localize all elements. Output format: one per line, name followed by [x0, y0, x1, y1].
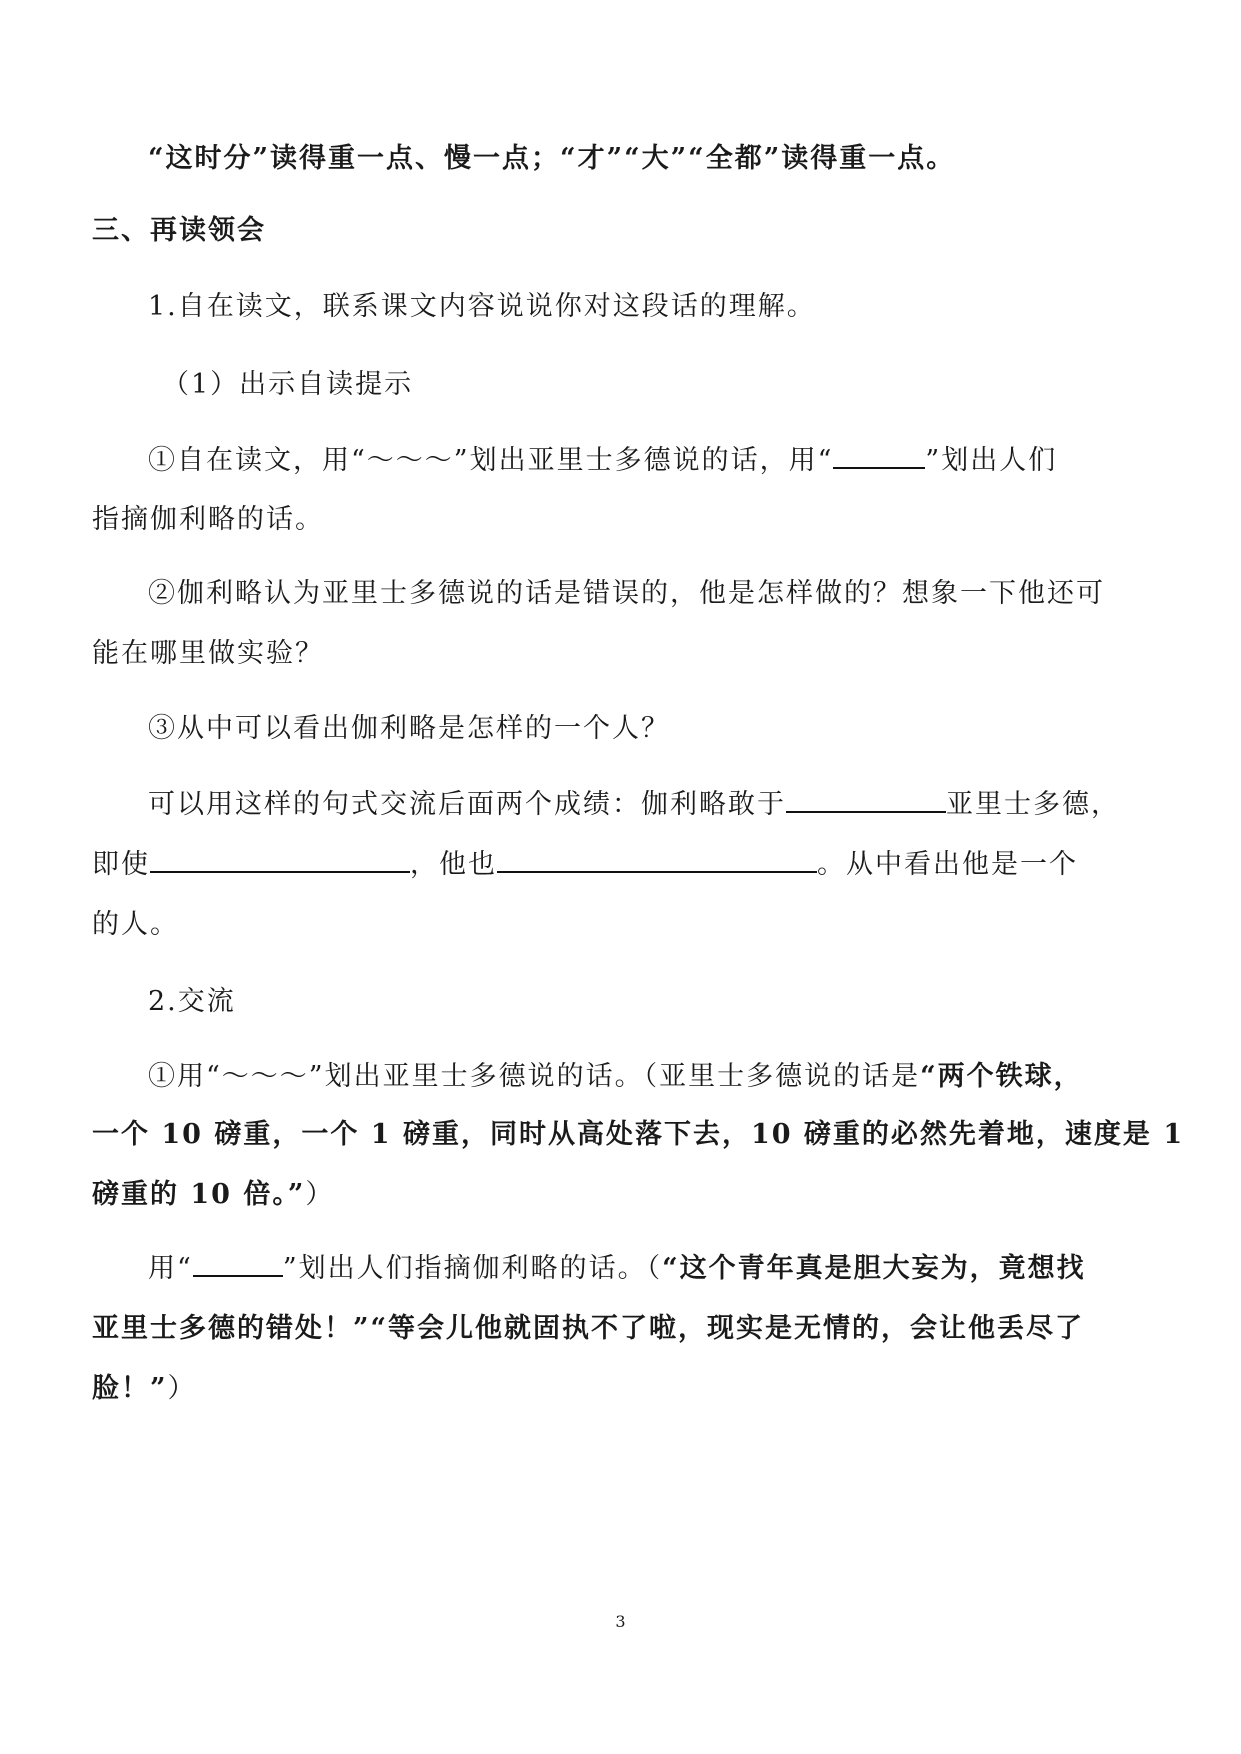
fill-in-blank[interactable]: [833, 445, 925, 469]
text-segment: 2.交流: [148, 986, 236, 1017]
text-line: [148, 1252, 1086, 1286]
text-segment: ”划出人们: [925, 445, 1058, 476]
text-line: [148, 1060, 1083, 1094]
fill-in-blank[interactable]: [150, 849, 410, 873]
text-line: [92, 1118, 1184, 1152]
text-line: [92, 1178, 334, 1212]
text-line: [92, 503, 324, 537]
text-segment: “这时分”读得重一点、慢一点；“才”“大”“全都”读得重一点。: [148, 143, 956, 174]
text-line: [148, 712, 670, 746]
fill-in-blank[interactable]: [786, 789, 946, 813]
text-segment: 。从中看出他是一个: [817, 849, 1078, 880]
text-segment: 能在哪里做实验？: [92, 638, 324, 669]
text-segment: ①自在读文，用“～～～”划出亚里士多德说的话，用“: [148, 445, 834, 476]
text-line: [148, 788, 1120, 822]
text-line: [148, 444, 1057, 478]
text-segment: 亚里士多德的错处！”“等会儿他就固执不了啦，现实是无情的，会让他丢尽了: [92, 1313, 1085, 1344]
text-line: [92, 848, 1078, 882]
text-segment: 磅重的 10 倍。”: [92, 1179, 306, 1210]
page-number: 3: [615, 1612, 626, 1631]
text-line: [92, 637, 324, 671]
text-line: [92, 214, 266, 248]
fill-in-blank[interactable]: [193, 1253, 283, 1277]
text-segment: ”划出人们指摘伽利略的话。（: [282, 1253, 663, 1284]
text-line: [92, 1372, 197, 1406]
text-segment: 三、再读领会: [92, 215, 266, 246]
text-line: [148, 985, 236, 1019]
text-segment: 脸！”: [92, 1373, 168, 1404]
text-segment: 亚里士多德，: [946, 789, 1120, 820]
text-segment: （1）出示自读提示: [162, 369, 414, 400]
text-segment: 一个 10 磅重，一个 1 磅重，同时从高处落下去，10 磅重的必然先着地，速度是 1: [92, 1119, 1185, 1150]
text-segment: 指摘伽利略的话。: [92, 504, 324, 535]
text-line: [92, 908, 179, 942]
text-line: [148, 290, 816, 324]
text-segment: “两个铁球，: [920, 1061, 1083, 1092]
text-segment: 用“: [148, 1253, 193, 1284]
text-segment: ①用“～～～”划出亚里士多德说的话。（亚里士多德说的话是: [148, 1061, 921, 1092]
text-line: [148, 577, 1105, 611]
text-line: [92, 1312, 1084, 1346]
text-segment: 1.自在读文，联系课文内容说说你对这段话的理解。: [148, 291, 816, 322]
text-line: [162, 368, 413, 402]
text-segment: 即使: [92, 849, 150, 880]
text-segment: ③从中可以看出伽利略是怎样的一个人？: [148, 713, 670, 744]
text-segment: ）: [167, 1373, 197, 1404]
text-segment: ）: [305, 1179, 335, 1210]
text-segment: ②伽利略认为亚里士多德说的话是错误的，他是怎样做的？想象一下他还可: [148, 578, 1105, 609]
text-segment: ，他也: [410, 849, 497, 880]
text-line: [148, 142, 955, 176]
text-segment: “这个青年真是胆大妄为，竟想找: [662, 1253, 1086, 1284]
fill-in-blank[interactable]: [497, 849, 817, 873]
text-segment: 可以用这样的句式交流后面两个成绩：伽利略敢于: [148, 789, 786, 820]
text-segment: 的人。: [92, 909, 179, 940]
